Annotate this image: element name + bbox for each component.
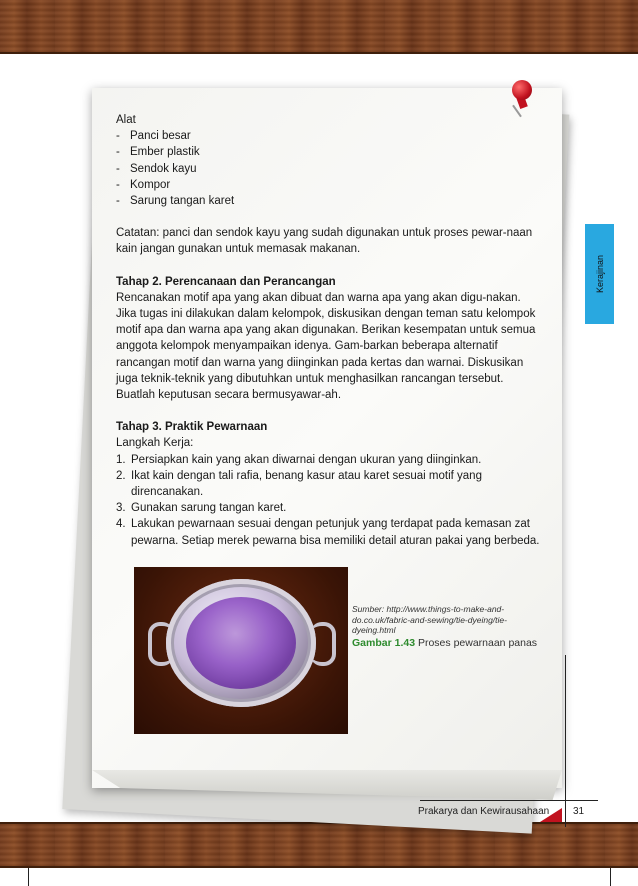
dash-bullet: - xyxy=(116,178,120,191)
list-item xyxy=(116,128,544,144)
step-text: Gunakan sarung tangan karet. xyxy=(131,502,287,515)
note-text: Catatan: panci dan sendok kayu yang sudah digunakan untuk proses pewar-naan kain jangan gunakan untuk memasak makanan. xyxy=(116,227,533,256)
dash-bullet: - xyxy=(116,130,120,143)
page-content xyxy=(116,112,544,549)
list-item xyxy=(116,193,544,209)
wood-banner-bottom xyxy=(0,822,638,868)
purple-dye xyxy=(186,597,296,689)
list-item xyxy=(116,452,544,468)
list-item xyxy=(116,161,544,177)
step-number: 3. xyxy=(116,502,126,515)
dash-bullet: - xyxy=(116,195,120,208)
dyeing-pot-photo xyxy=(134,567,348,734)
stage2-body: Rencanakan motif apa yang akan dibuat dan warna apa yang akan digu-nakan. Jika tugas ini dilakukan dalam kelompok, diskusikan dengan teman satu kelompok motif apa dan warna apa yang akan digunakan. Berikan kesempatan untuk semua anggota kelompok menyampaikan idenya. Gam-barkan beberapa alternatif rancangan motif dan warna yang diinginkan pada kertas dan warnai. Diskusikan juga teknik-teknik yang dibutuhkan untuk menghasilkan rancangan tersebut. Buatlah keputusan secara bermusyawar-ah. xyxy=(116,291,536,402)
dash-bullet: - xyxy=(116,162,120,175)
tool-item: Ember plastik xyxy=(130,146,200,159)
tool-item: Sarung tangan karet xyxy=(130,195,235,208)
steps-label: Langkah Kerja: xyxy=(116,437,194,450)
wood-banner-top xyxy=(0,0,638,54)
figure-source: Sumber: http://www.things-to-make-and-do.co.uk/fabric-and-sewing/tie-dyeing/tie-dyeing.html xyxy=(352,604,507,635)
tools-list xyxy=(116,128,544,209)
step-text: Ikat kain dengan tali rafia, benang kasur atau karet sesuai motif yang direncanakan. xyxy=(131,469,482,499)
list-item xyxy=(116,177,544,193)
tool-item: Sendok kayu xyxy=(130,162,197,175)
list-item xyxy=(116,144,544,160)
chapter-side-tab xyxy=(585,224,614,324)
steps-list xyxy=(116,452,544,549)
stage2-heading: Tahap 2. Perencanaan dan Perancangan xyxy=(116,275,336,288)
footer-divider-vertical xyxy=(565,655,566,827)
dash-bullet: - xyxy=(116,146,120,159)
footer-book-title: Prakarya dan Kewirausahaan xyxy=(418,806,550,817)
list-item xyxy=(116,468,544,500)
pushpin-icon xyxy=(512,80,532,100)
figure-caption-text: Proses pewarnaan panas xyxy=(417,637,538,649)
tool-item: Panci besar xyxy=(130,130,191,143)
tool-item: Kompor xyxy=(130,178,171,191)
tools-title: Alat xyxy=(116,114,136,126)
step-text: Lakukan pewarnaan sesuai dengan petunjuk yang terdapat pada kemasan zat pewarna. Setiap merek pewarna bisa memiliki detail aturan pakai yang berbeda. xyxy=(131,518,540,547)
step-number: 1. xyxy=(116,453,126,466)
step-number: 4. xyxy=(116,518,126,531)
step-number: 2. xyxy=(116,469,126,482)
figure-label: Gambar 1.43 xyxy=(352,637,416,649)
figure-caption xyxy=(352,637,552,649)
footer-divider xyxy=(420,800,598,801)
page-number: 31 xyxy=(573,806,585,817)
stage3-heading: Tahap 3. Praktik Pewarnaan xyxy=(116,421,268,434)
step-text: Persiapkan kain yang akan diwarnai dengan ukuran yang diinginkan. xyxy=(131,453,482,466)
chapter-tab-label: Kerajinan xyxy=(594,254,605,294)
list-item xyxy=(116,516,544,548)
list-item xyxy=(116,500,544,516)
